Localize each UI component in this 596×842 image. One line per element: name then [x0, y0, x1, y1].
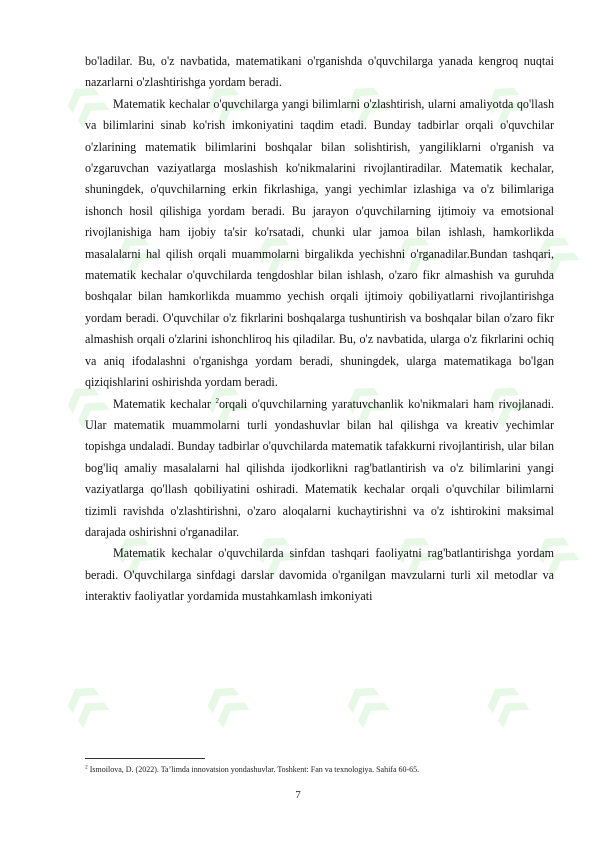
footnote-reference[interactable]: 2	[215, 396, 219, 405]
footnote	[85, 764, 555, 775]
footnote-divider	[85, 758, 205, 759]
paragraph-1: bo'ladilar. Bu, o'z navbatida, matematikani o'rganishda o'quvchilarga yanada kengroq nuqtai nazarlarni o'zlashtirishga yordam beradi.	[85, 54, 554, 90]
watermark-mark	[62, 680, 109, 729]
footnote-marker: 2	[85, 764, 88, 771]
footnote-text: Ismoilova, D. (2022). Ta’limda innovatsion yondashuvlar. Toshkent: Fan va texnologiya. Sahifa 60-65.	[87, 765, 420, 774]
paragraph-3-start: Matematik kechalar	[113, 396, 216, 411]
paragraph-3	[85, 394, 554, 544]
paragraph-4: Matematik kechalar o'quvchilarda sinfdan tashqari faoliyatni rag'batlantirishga yordam beradi. O'quvchilarga sinfdagi darslar davomida o'rganilgan mavzularni turli xil metodlar va interaktiv faoliyatlar yordamida mustahkamlash imkoniyati	[85, 546, 554, 604]
body-text	[85, 51, 554, 608]
watermark-mark	[482, 680, 529, 729]
page-number: 7	[295, 789, 301, 801]
watermark-mark	[342, 680, 389, 729]
paragraph-3-rest: orqali o'quvchilarning yaratuvchanlik ko'nikmalari ham rivojlanadi. Ular matematik muammolarni turli yondashuvlar bilan hal qilishga va kreativ yechimlar topishga undaladi. Bunday tadbirlar o'quvchilarda matematik tafakkurni rivojlantirish, ular bilan bog'liq amaliy masalalarni hal qilishda ijodkorlikni rag'batlantirish va o'z bilimlarini yangi vaziyatlarga qo'llash qobiliyatini oshiradi. Matematik kechalar orqali o'quvchilar bilimlarni tizimli ravishda o'zlashtirishni, o'zaro aloqalarni kuchaytirishni va o'z ishtirokini maksimal darajada oshirishni o'rganadilar.	[85, 396, 555, 539]
watermark-mark	[202, 680, 249, 729]
paragraph-2: Matematik kechalar o'quvchilarga yangi bilimlarni o'zlashtirish, ularni amaliyotda qo'llash va bilimlarini sinab ko'rish imkoniyatini taqdim etadi. Bunday tadbirlar orqali o'quvchilar o'zlarining matematik bilimlarini boshqalar bilan solishtirish, yangiliklarni o'rganish va o'zgaruvchan vaziyatlarga moslashish ko'nikmalarini rivojlantiradilar. Matematik kechalar, shuningdek, o'quvchilarning erkin fikrlashiga, yangi yechimlar izlashiga va o'z bilimlariga ishonch hosil qilishiga yordam beradi. Bu jarayon o'quvchilarning ijtimoiy va emotsional rivojlanishiga ham ijobiy ta'sir ko'rsatadi, chunki ular jamoa bilan ishlash, hamkorlikda masalalarni hal qilish orqali muammolarni birgalikda yechishni o'rganadilar.Bundan tashqari, matematik kechalar o'quvchilarda tengdoshlar bilan ishlash, o'zaro fikr almashish va guruhda boshqalar bilan hamkorlikda muammo yechish orqali ijtimoiy qobiliyatlarni rivojlantirishga yordam beradi. O'quvchilar o'z fikrlarini boshqalarga tushuntirish va boshqalar bilan o'zaro fikr almashish orqali o'zlarini ishonchliroq his qiladilar. Bu, o'z navbatida, ularga o'z fikrlarini ochiq va aniq ifodalashni o'rganishga yordam beradi, shuningdek, ularga matematikaga bo'lgan qiziqishlarini oshirishda yordam beradi.	[85, 96, 554, 390]
